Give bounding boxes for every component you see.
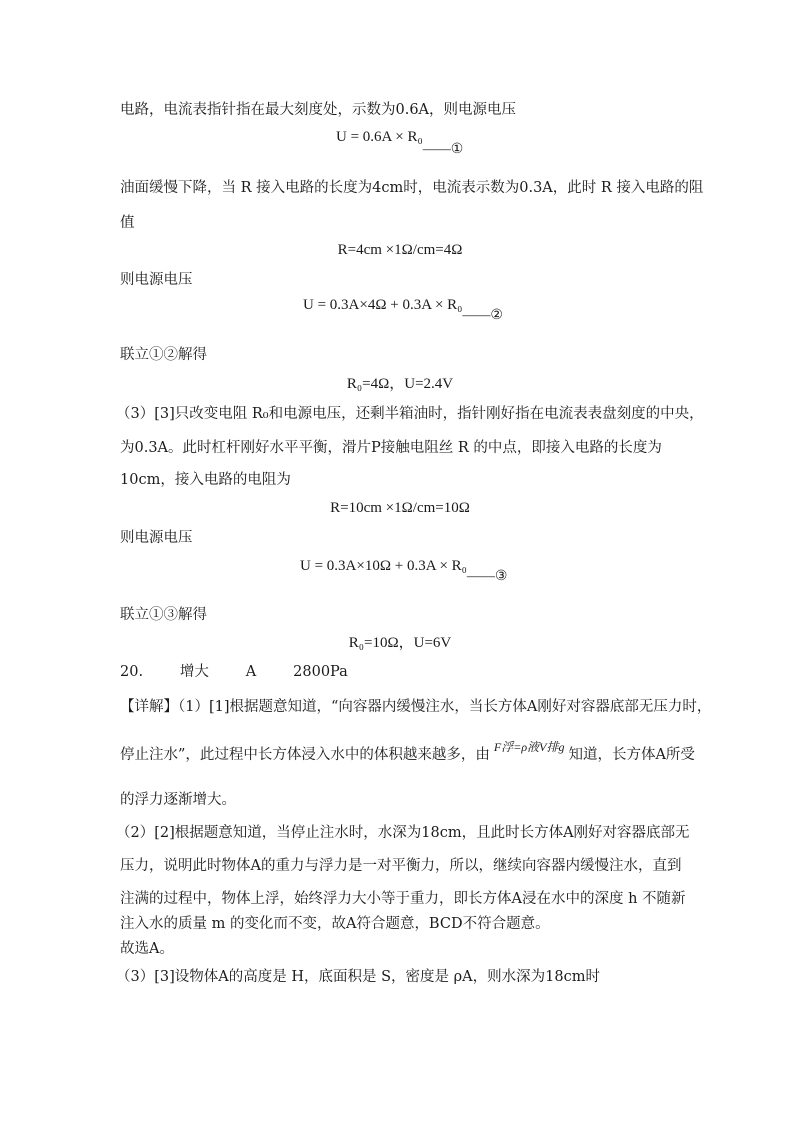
text-line: （3）[3]只改变电阻 R₀和电源电压，还剩半箱油时，指针刚好指在电流表表盘刻度的中央， <box>116 406 704 422</box>
equation-tag: ——① <box>422 142 464 157</box>
equation-text: U = 0.3A×4Ω + 0.3A × R₀ <box>303 297 463 313</box>
equation-5: R=10cm ×1Ω/cm=10Ω <box>330 500 470 516</box>
buoyancy-formula: F浮=ρ液V排g <box>493 740 565 754</box>
equation-2: R=4cm ×1Ω/cm=4Ω <box>337 242 463 258</box>
text-line: 10cm，接入电路的电阻为 <box>120 472 291 488</box>
text-line: 压力，说明此时物体A的重力与浮力是一对平衡力，所以，继续向容器内缓慢注水，直到 <box>120 858 682 874</box>
equation-1 <box>336 127 464 157</box>
text-line: 注入水的质量 m 的变化而不变，故A符合题意，BCD不符合题意。 <box>120 916 550 932</box>
text-segment: 知道，长方体A所受 <box>568 747 695 763</box>
text-line: （2）[2]根据题意知道，当停止注水时，水深为18cm，且此时长方体A刚好对容器底部无 <box>116 825 690 841</box>
text-line: 则电源电压 <box>120 272 193 288</box>
answer-line-20: 20. 增大 A 2800Pa <box>120 664 348 680</box>
equation-6 <box>300 556 508 584</box>
text-line: 【详解】（1）[1]根据题意知道，“向容器内缓慢注水，当长方体A刚好对容器底部无压力时， <box>120 699 712 715</box>
text-line: （3）[3]设物体A的高度是 H，底面积是 S，密度是 ρA，则水深为18cm时 <box>116 969 600 985</box>
text-line: 则电源电压 <box>120 530 193 546</box>
equation-tag: ——③ <box>466 569 508 584</box>
text-line: 油面缓慢下降，当 R 接入电路的长度为4cm时，电流表示数为0.3A，此时 R 接入电路的阻 <box>120 180 704 196</box>
text-line: 为0.3A。此时杠杆刚好水平平衡，滑片P接触电阻丝 R 的中点，即接入电路的长度为 <box>120 440 662 456</box>
equation-tag: ——② <box>462 308 503 323</box>
text-line: 电路，电流表指针指在最大刻度处，示数为0.6A，则电源电压 <box>120 102 517 118</box>
equation-text: U = 0.6A × R₀ <box>336 129 423 145</box>
equation-3 <box>303 295 503 323</box>
text-line <box>120 740 695 765</box>
text-line: 值 <box>120 215 135 231</box>
equation-7: R₀=10Ω，U=6V <box>348 635 452 651</box>
text-line: 的浮力逐渐增大。 <box>120 792 236 808</box>
text-line: 联立①③解得 <box>120 607 207 623</box>
equation-text: U = 0.3A×10Ω + 0.3A × R₀ <box>300 558 467 574</box>
equation-4: R₀=4Ω，U=2.4V <box>346 376 454 392</box>
text-line: 故选A。 <box>120 941 174 957</box>
text-line: 联立①②解得 <box>120 347 207 363</box>
text-segment: 停止注水”，此过程中长方体浸入水中的体积越来越多，由 <box>120 747 490 763</box>
text-line: 注满的过程中，物体上浮，始终浮力大小等于重力，即长方体A浸在水中的深度 h 不随新 <box>120 891 686 907</box>
